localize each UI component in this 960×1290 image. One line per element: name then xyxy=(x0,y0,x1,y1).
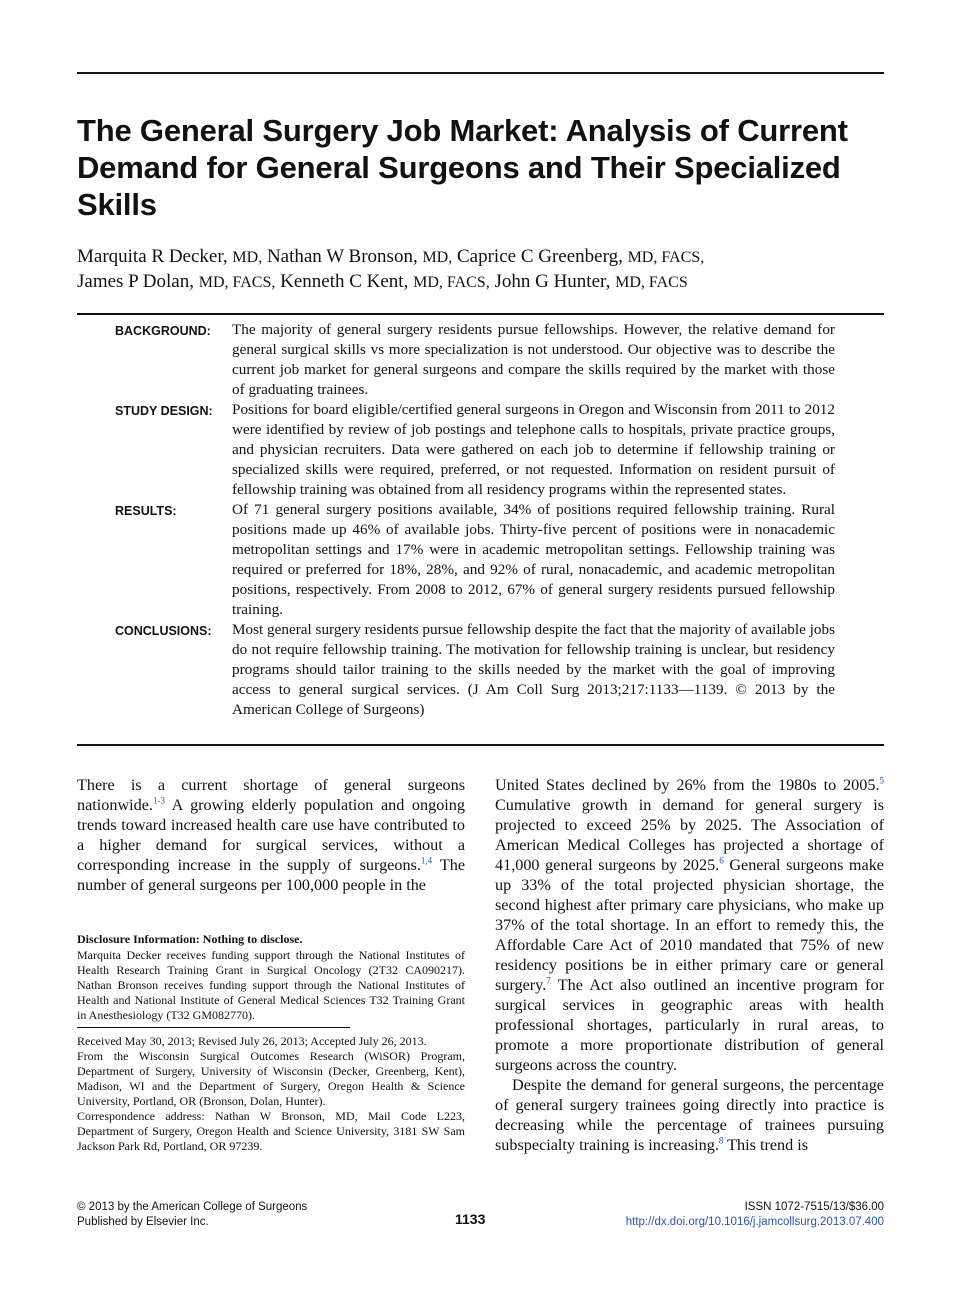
article-title: The General Surgery Job Market: Analysis of Current Demand for General Surgeons and Their Specialized Skills xyxy=(77,113,848,222)
abstract-bottom-rule xyxy=(77,744,884,746)
abstract-text: Positions for board eligible/certified general surgeons in Oregon and Wisconsin from 2011 to 2012 were identified by review of job postings and telephone calls to hospitals, private practice groups, and physician recruiters. Data were gathered on each job to determine if fellowship training or specialized skills were required, preferred, or not requested. Information on resident pursuit of fellowship training was obtained from all residency programs within the represented states. xyxy=(232,401,835,498)
abstract-top-rule xyxy=(77,313,884,315)
body-text: The Act also outlined an incentive program for surgical services in geographic areas with health professional shortages, particularly in rural areas, to promote a more proportionate distribution of general surgeons across the country. xyxy=(495,976,884,1074)
body-paragraph xyxy=(77,775,465,895)
body-text: The number of general surgeons per 100,000 people in the xyxy=(77,856,466,894)
article-info-footnote xyxy=(77,1034,465,1154)
body-text: United States declined by 26% from the 1980s to 2005. xyxy=(495,776,880,794)
abstract-study-design xyxy=(115,400,835,500)
author-degrees: MD, xyxy=(232,249,263,266)
author-degrees: MD, FACS, xyxy=(198,274,276,291)
body-text: This trend is xyxy=(723,1136,809,1154)
abstract-text: The majority of general surgery residents pursue fellowships. However, the relative demand for general surgical skills vs more specialization is not understood. Our objective was to describe the current job market for general surgeons and compare the skills required by the market with those of graduating trainees. xyxy=(232,321,835,398)
footnote-rule xyxy=(77,1027,350,1028)
issn: ISSN 1072-7515/13/$36.00 xyxy=(744,1201,884,1213)
citation-link[interactable]: 7 xyxy=(546,975,551,986)
abstract-conclusions xyxy=(115,620,835,720)
abstract-text: Most general surgery residents pursue fellowship despite the fact that the majority of available jobs do not require fellowship training. The motivation for fellowship training is unclear, but residency programs should tailor training to the skills needed by the market with the goal of improving access to general surgical services. (J Am Coll Surg 2013;217:1133—1139. © 2013 by the American College of Surgeons) xyxy=(232,621,835,718)
abstract-label: STUDY DESIGN: xyxy=(115,404,213,418)
abstract-text: Of 71 general surgery positions available, 34% of positions required fellowship training. Rural positions made up 46% of available jobs. Thirty-five percent of positions were in nonacademic metropolitan settings and 17% were in academic metropolitan settings. Fellowship training was required or preferred for 18%, 28%, and 92% of rural, nonacademic, and academic metropolitan positions, respectively. From 2008 to 2012, 67% of general surgery residents pursued fellowship training. xyxy=(232,501,835,618)
publisher-notice: Published by Elsevier Inc. xyxy=(77,1216,209,1228)
footer-right xyxy=(626,1200,884,1230)
funding-footnote xyxy=(77,948,465,1023)
received-dates: Received May 30, 2013; Revised July 26, 2013; Accepted July 26, 2013. xyxy=(77,1034,427,1048)
citation-link[interactable]: 1-3 xyxy=(152,795,165,806)
page-number: 1133 xyxy=(455,1211,486,1227)
author-name: Marquita R Decker, xyxy=(77,246,228,267)
body-text: General surgeons make up 33% of the total projected physician shortage, the second highest after primary care physicians, who make up 37% of the total shortage. In an effort to remedy this, the Affordable Care Act of 2010 mandated that 75% of new residency positions be in either primary care or general surgery. xyxy=(495,856,884,994)
author-name: Nathan W Bronson, xyxy=(266,246,418,267)
footer-left xyxy=(77,1200,307,1230)
author-line-1 xyxy=(77,245,877,270)
author-name: James P Dolan, xyxy=(77,271,194,292)
body-column-right xyxy=(495,775,884,1155)
funding-text: Marquita Decker receives funding support through the National Institutes of Health Research Training Grant in Surgical Oncology (2T32 CA090217). Nathan Bronson receives funding support through the National Institutes of Health and National Institute of General Medical Sciences T32 Training Grant in Anesthesiology (T32 GM082770). xyxy=(77,948,465,1022)
author-degrees: MD, FACS, xyxy=(627,249,705,266)
author-degrees: MD, xyxy=(422,249,453,266)
abstract-label: BACKGROUND: xyxy=(115,324,211,338)
abstract xyxy=(115,320,835,720)
citation-link[interactable]: 1,4 xyxy=(420,855,433,866)
body-paragraph xyxy=(495,1075,884,1155)
citation-link[interactable]: 5 xyxy=(879,775,884,786)
body-column-left xyxy=(77,775,465,895)
abstract-results xyxy=(115,500,835,620)
author-name: Caprice C Greenberg, xyxy=(456,246,623,267)
copyright-notice: © 2013 by the American College of Surgeons xyxy=(77,1201,308,1213)
author-name: Kenneth C Kent, xyxy=(280,271,409,292)
abstract-label: CONCLUSIONS: xyxy=(115,624,212,638)
body-text: There is a current shortage of general surgeons nationwide. xyxy=(77,776,465,814)
body-text: Despite the demand for general surgeons, the percentage of general surgery trainees going directly into practice is decreasing while the percentage of trainees pursuing subspecialty training is increasing. xyxy=(495,1076,884,1154)
body-text: Cumulative growth in demand for general surgery is projected to exceed 25% by 2025. The Association of American Medical Colleges has projected a shortage of 41,000 general surgeons by 2025. xyxy=(495,796,884,874)
disclosure-footnote xyxy=(77,932,465,947)
abstract-label: RESULTS: xyxy=(115,504,177,518)
citation-link[interactable]: 8 xyxy=(718,1135,724,1146)
author-name: John G Hunter, xyxy=(494,271,611,292)
affiliation-text: From the Wisconsin Surgical Outcomes Research (WiSOR) Program, Department of Surgery, University of Wisconsin (Decker, Greenberg, Kent), Madison, WI and the Department of Surgery, Oregon Health & Science University, Portland, OR (Bronson, Dolan, Hunter). xyxy=(77,1049,465,1108)
body-paragraph xyxy=(495,775,884,1075)
citation-link[interactable]: 6 xyxy=(719,855,724,866)
author-line-2 xyxy=(77,270,877,295)
body-text: A growing elderly population and ongoing trends toward increased health care use have contributed to a higher demand for surgical services, without a corresponding increase in the supply of surgeons. xyxy=(77,796,465,874)
author-degrees: MD, FACS xyxy=(615,274,688,291)
disclosure-text: Disclosure Information: Nothing to disclose. xyxy=(77,932,303,946)
correspondence-address: Correspondence address: Nathan W Bronson, MD, Mail Code L223, Department of Surgery, Oregon Health and Science University, 3181 SW Sam Jackson Park Rd, Portland, OR 97239. xyxy=(77,1109,465,1153)
header-rule xyxy=(77,72,884,74)
doi-link[interactable]: http://dx.doi.org/10.1016/j.jamcollsurg.2013.07.400 xyxy=(625,1216,884,1228)
author-list xyxy=(77,245,877,295)
author-degrees: MD, FACS, xyxy=(413,274,490,291)
abstract-background xyxy=(115,320,835,400)
